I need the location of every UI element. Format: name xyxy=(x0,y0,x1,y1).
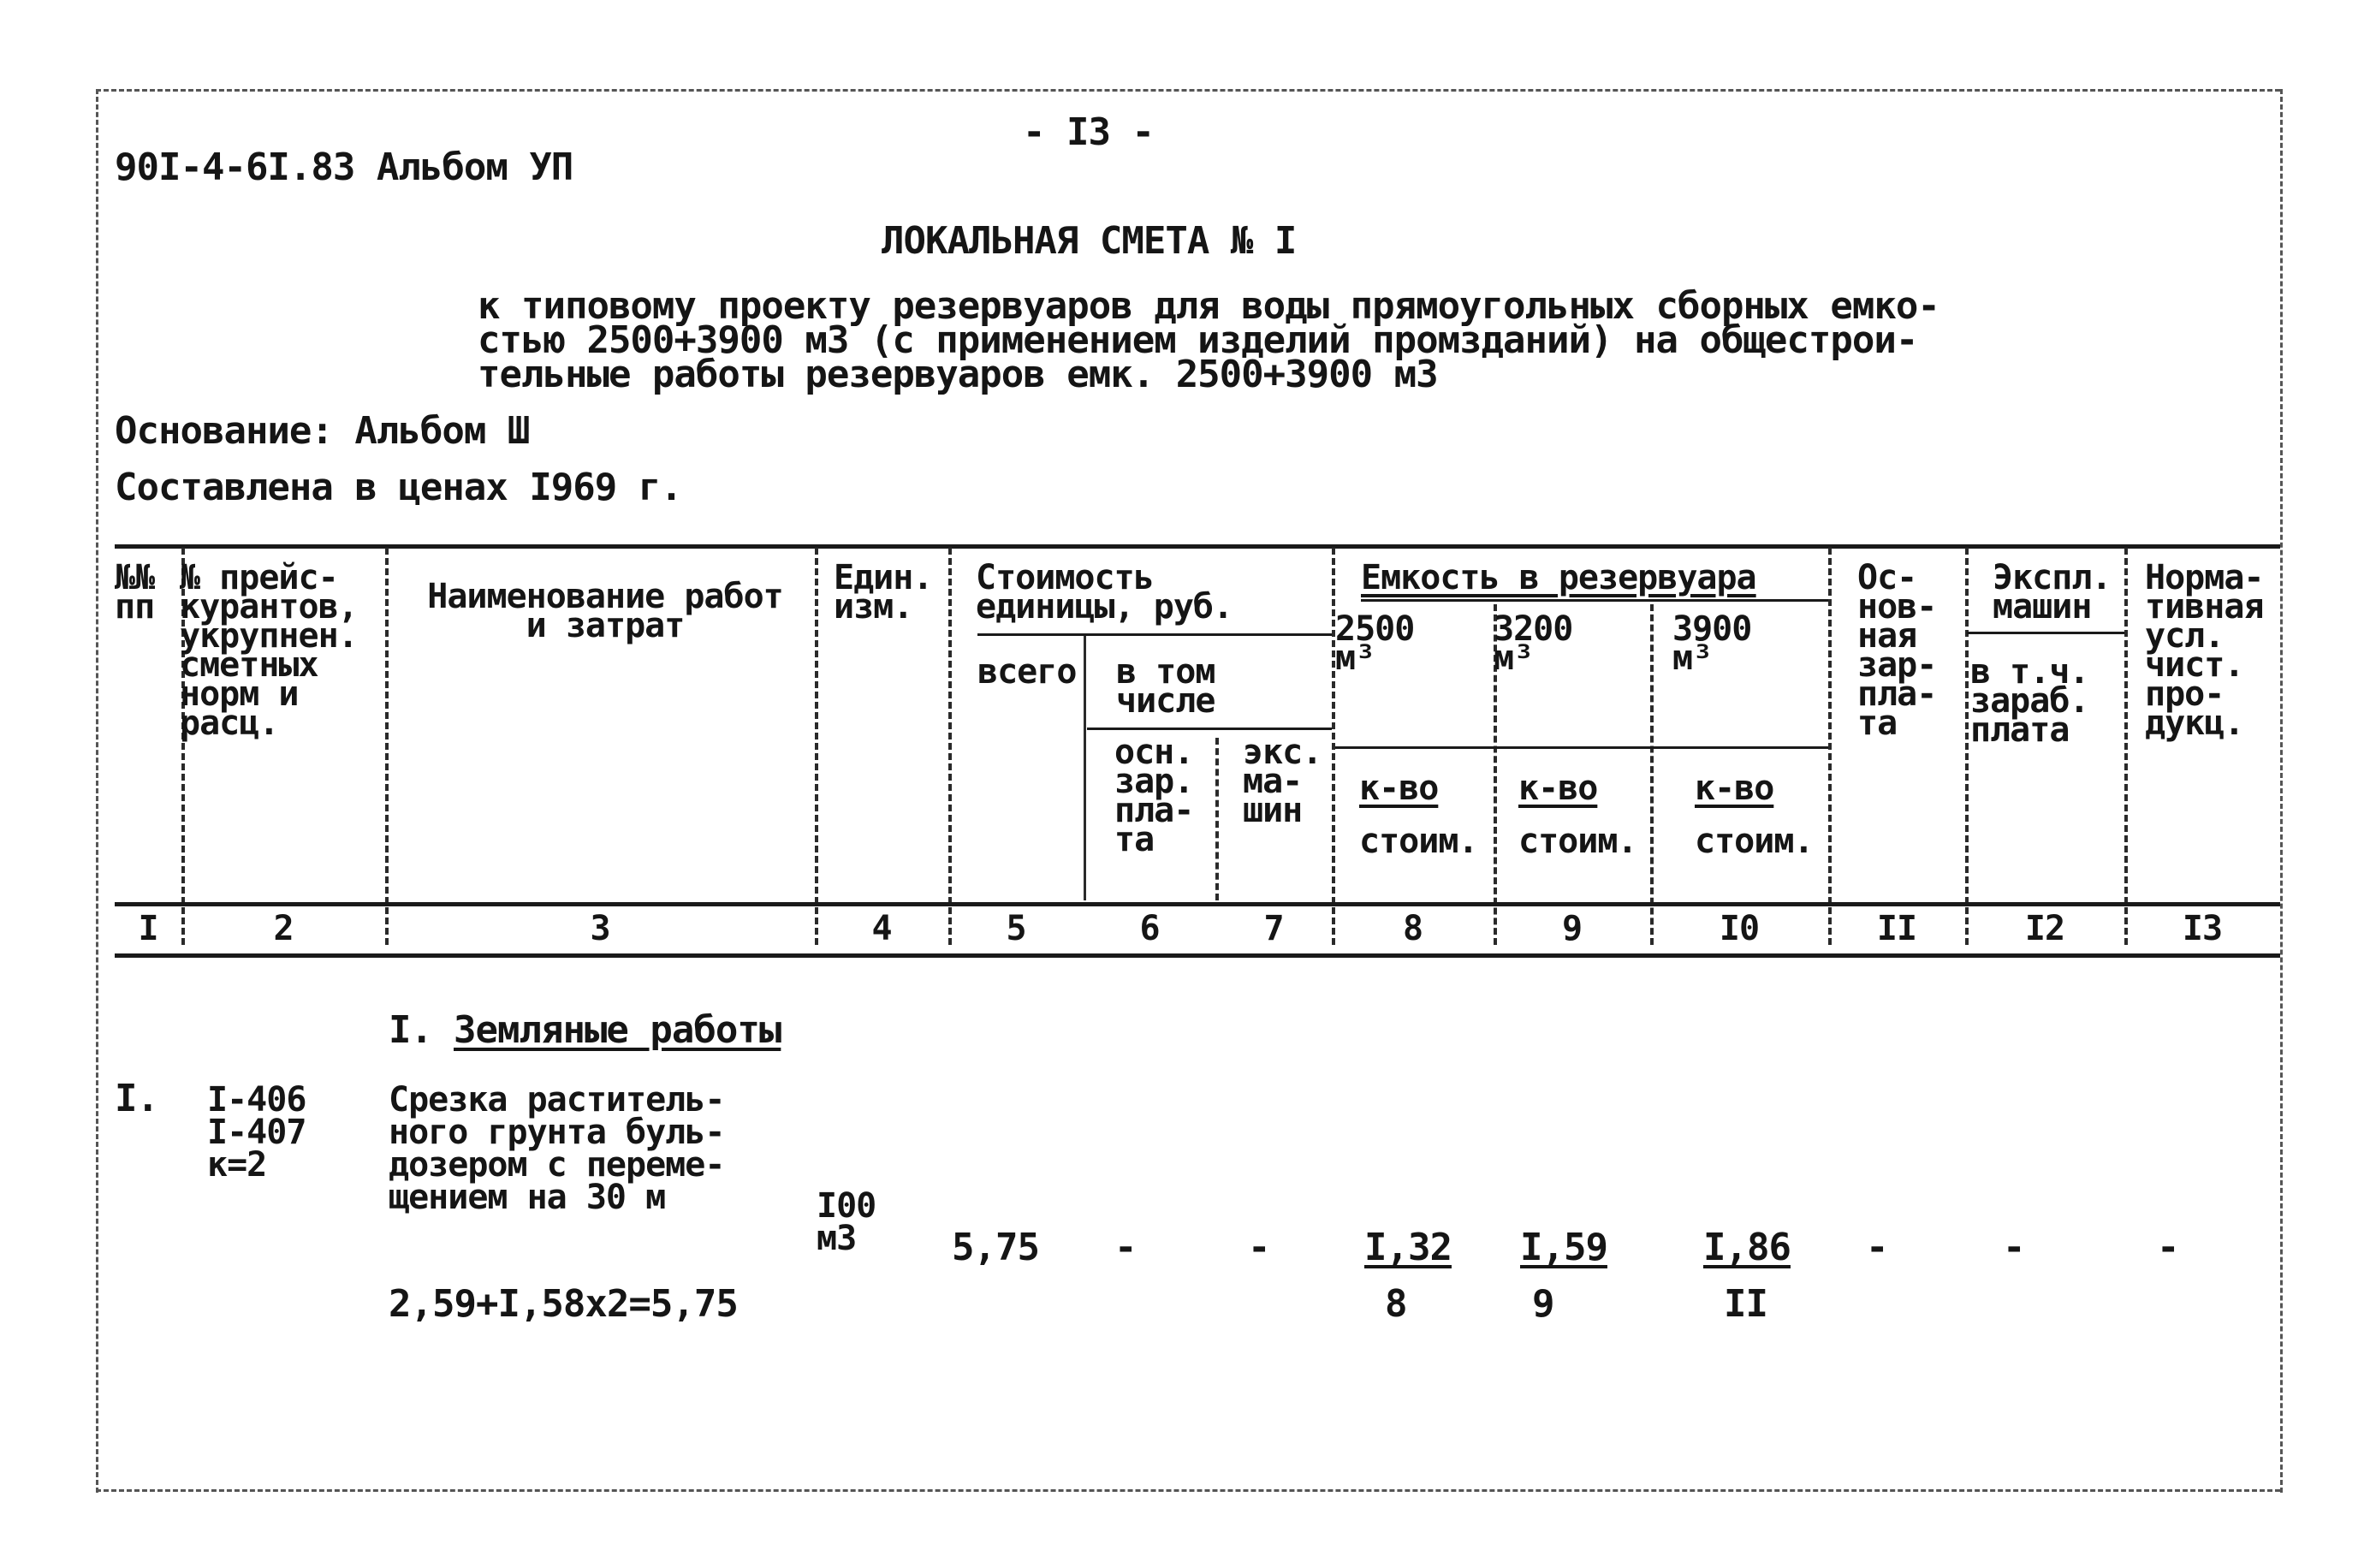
col-header-qty-2: к-во xyxy=(1518,769,1598,808)
row-cost-2500: 8 xyxy=(1385,1282,1407,1326)
col-number-row-bottom-rule xyxy=(115,953,2280,958)
col-header-cost-2: стоим. xyxy=(1518,822,1637,861)
col-number: 7 xyxy=(1263,909,1284,948)
row-calculation: 2,59+I,58x2=5,75 xyxy=(389,1282,738,1326)
col-separator xyxy=(948,548,952,945)
row-wage: - xyxy=(1114,1226,1137,1269)
col-number-row-top-rule xyxy=(115,902,2280,906)
col-header-capacity-2500: 2500 м³ xyxy=(1335,609,1415,678)
row-cost-3900: II xyxy=(1724,1282,1767,1326)
capacity-sub-rule xyxy=(1335,746,1828,749)
prices-line: Составлена в ценах I969 г. xyxy=(115,466,682,509)
col-number: 2 xyxy=(273,909,294,948)
row-machine-wage: - xyxy=(2003,1226,2025,1269)
row-work-name: Срезка раститель- ного грунта буль- дозером с переме- щением на 30 м xyxy=(389,1080,725,1217)
row-qty-2500: I,32 xyxy=(1364,1226,1452,1269)
section-title: Земляные работы xyxy=(454,1008,781,1052)
row-cost-3200: 9 xyxy=(1532,1282,1554,1326)
col-separator xyxy=(815,548,818,945)
col-number: 5 xyxy=(1006,909,1026,948)
expl-group-rule xyxy=(1967,632,2124,634)
row-machines: - xyxy=(1248,1226,1270,1269)
subtitle-line-3: тельные работы резервуаров емк. 2500+3900 м3 xyxy=(478,353,1438,396)
frame-border-right xyxy=(2280,89,2283,1493)
col-header-num: №№ пп xyxy=(115,558,155,627)
col-separator xyxy=(1828,548,1832,945)
col-separator xyxy=(1650,604,1654,945)
col-number: 8 xyxy=(1402,909,1423,948)
row-total-cost: 5,75 xyxy=(952,1226,1039,1269)
col-number: I2 xyxy=(2024,909,2065,948)
col-header-unit: Един. изм. xyxy=(834,558,933,627)
col-header-work-name: Наименование работ и затрат xyxy=(427,577,783,645)
col-separator xyxy=(1965,548,1969,945)
frame-border-top xyxy=(96,89,2280,92)
col-number: I xyxy=(138,909,158,948)
col-header-capacity-3900: 3900 м³ xyxy=(1672,609,1752,678)
row-qty-3900: I,86 xyxy=(1703,1226,1791,1269)
basis-line: Основание: Альбом Ш xyxy=(115,409,530,453)
col-number: II xyxy=(1876,909,1917,948)
row-qty-3200: I,59 xyxy=(1520,1226,1607,1269)
col-header-expl-group: Экспл. машин xyxy=(1993,558,2112,627)
row-main-wage: - xyxy=(1866,1226,1888,1269)
page-title: ЛОКАЛЬНАЯ СМЕТА № I xyxy=(882,219,1297,263)
v-tom-chisle-rule xyxy=(1087,728,1332,730)
section-number: I. xyxy=(389,1008,432,1052)
col-header-cost-1: стоим. xyxy=(1359,822,1478,861)
col-header-qty-1: к-во xyxy=(1359,769,1439,808)
col-header-normative: Норма- тивная усл. чист. про- дукц. xyxy=(2145,558,2264,743)
row-normative: - xyxy=(2157,1226,2179,1269)
subtitle-line-1: к типовому проекту резервуаров для воды прямоугольных сборных емко- xyxy=(478,284,1939,328)
col-separator xyxy=(2124,548,2128,945)
col-number: 9 xyxy=(1561,909,1583,948)
stoimost-group-rule xyxy=(977,633,1332,636)
col-header-expl-wage: в т.ч. зараб. плата xyxy=(1970,652,2089,750)
col-number: 3 xyxy=(590,909,610,948)
col-header-machines: экс. ма- шин xyxy=(1243,733,1322,830)
capacity-group-rule xyxy=(1361,599,1828,602)
col-header-qty-3: к-во xyxy=(1695,769,1774,808)
col-header-total: всего xyxy=(977,652,1077,692)
col-header-cost-group: Стоимость единицы, руб. xyxy=(976,558,1233,627)
subtitle-line-2: стью 2500+3900 м3 (с применением изделий промзданий) на общестрои- xyxy=(478,318,1918,362)
col-header-cost-3: стоим. xyxy=(1695,822,1814,861)
col-header-capacity-3200: 3200 м³ xyxy=(1494,609,1573,678)
page-number: - I3 - xyxy=(1023,110,1154,154)
row-number: I. xyxy=(115,1077,158,1120)
col-number: 6 xyxy=(1139,909,1160,948)
col-separator xyxy=(1215,738,1219,900)
col-number: 4 xyxy=(871,909,892,948)
table-top-rule xyxy=(115,544,2280,549)
col-header-incl: в том числе xyxy=(1116,652,1215,721)
row-price-codes: I-406 I-407 к=2 xyxy=(207,1080,306,1185)
col-separator xyxy=(1084,633,1086,900)
col-header-capacity-group: Емкость в резервуара xyxy=(1361,558,1756,597)
col-header-main-wage: Ос- нов- ная зар- пла- та xyxy=(1857,558,1937,743)
col-header-wage: осн. зар. пла- та xyxy=(1114,733,1194,859)
document-code: 90I-4-6I.83 Альбом УП xyxy=(115,146,573,189)
col-number: I3 xyxy=(2182,909,2223,948)
col-header-price-lists: № прейс- курантов, укрупнен. сметных норм и расц. xyxy=(180,558,358,743)
col-separator xyxy=(385,548,389,945)
frame-border-left xyxy=(96,89,98,1493)
row-unit: I00 м3 xyxy=(817,1186,876,1258)
col-number: I0 xyxy=(1719,909,1760,948)
frame-border-bottom xyxy=(96,1489,2280,1492)
